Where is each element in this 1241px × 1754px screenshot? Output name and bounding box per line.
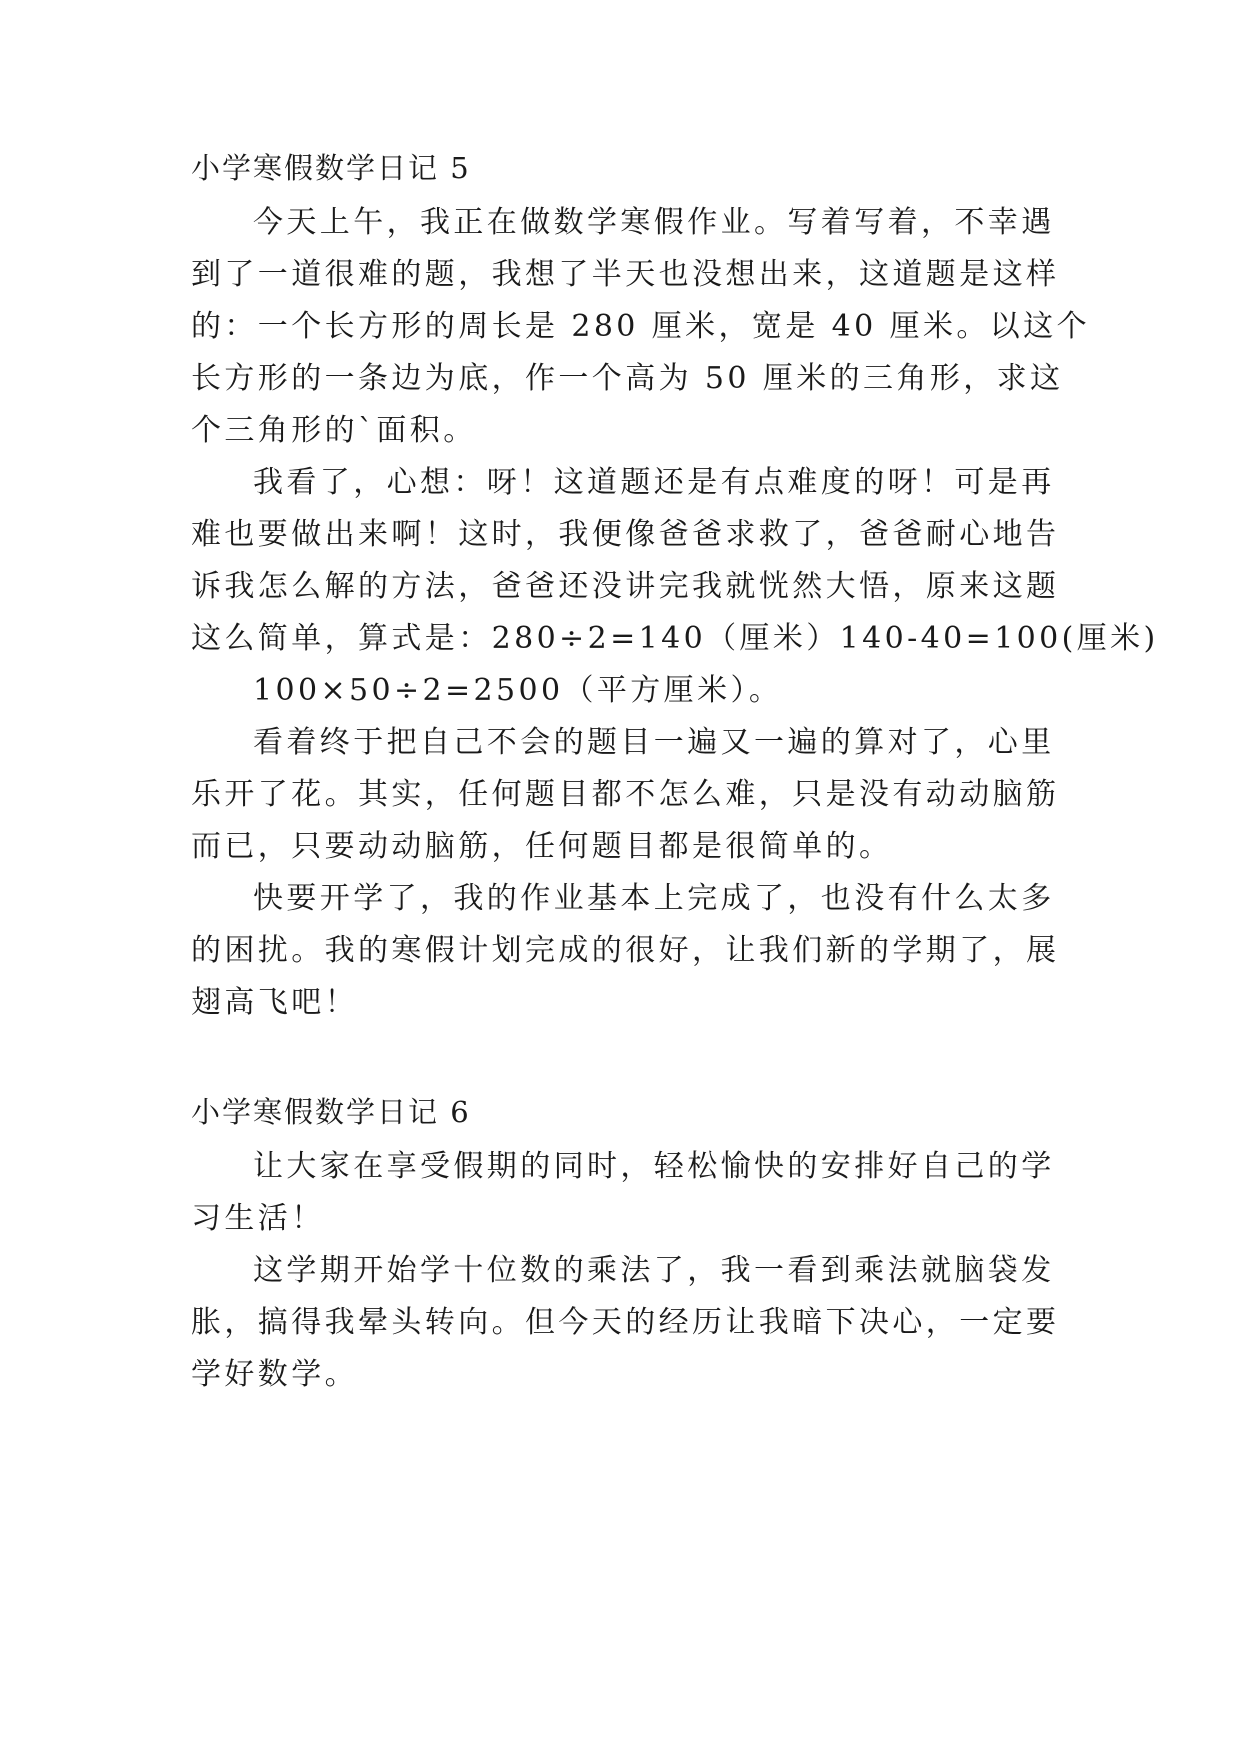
section-5-title: 小学寒假数学日记 5 [191,151,471,185]
paragraph-line: 100×50÷2=2500（平方厘米）。 [253,673,783,708]
paragraph-line: 这么简单，算式是：280÷2=140（厘米）140-40=100(厘米) [191,621,1159,656]
section-6-title: 小学寒假数学日记 6 [191,1095,471,1129]
paragraph-line: 胀，搞得我晕头转向。但今天的经历让我暗下决心，一定要 [191,1305,1060,1340]
paragraph-line: 我看了，心想：呀！这道题还是有点难度的呀！可是再 [253,465,1055,500]
paragraph-line: 个三角形的`面积。 [191,413,477,448]
paragraph-line: 这学期开始学十位数的乘法了，我一看到乘法就脑袋发 [253,1253,1055,1288]
paragraph-line: 习生活！ [191,1201,325,1236]
paragraph-line: 今天上午，我正在做数学寒假作业。写着写着，不幸遇 [253,205,1055,240]
paragraph-line: 的困扰。我的寒假计划完成的很好，让我们新的学期了，展 [191,933,1060,968]
paragraph-line: 难也要做出来啊！这时，我便像爸爸求救了，爸爸耐心地告 [191,517,1060,552]
paragraph-line: 乐开了花。其实，任何题目都不怎么难，只是没有动动脑筋 [191,777,1060,812]
paragraph-line: 快要开学了，我的作业基本上完成了，也没有什么太多 [253,881,1055,916]
paragraph-line: 到了一道很难的题，我想了半天也没想出来，这道题是这样 [191,257,1060,292]
paragraph-line: 让大家在享受假期的同时，轻松愉快的安排好自己的学 [253,1149,1055,1184]
paragraph-line: 而已，只要动动脑筋，任何题目都是很简单的。 [191,829,893,864]
paragraph-line: 长方形的一条边为底，作一个高为 50 厘米的三角形，求这 [191,361,1064,396]
paragraph-line: 的：一个长方形的周长是 280 厘米，宽是 40 厘米。以这个 [191,309,1090,344]
paragraph-line: 翅高飞吧！ [191,985,358,1020]
paragraph-line: 学好数学。 [191,1357,358,1392]
paragraph-line: 诉我怎么解的方法，爸爸还没讲完我就恍然大悟，原来这题 [191,569,1060,604]
paragraph-line: 看着终于把自己不会的题目一遍又一遍的算对了，心里 [253,725,1055,760]
